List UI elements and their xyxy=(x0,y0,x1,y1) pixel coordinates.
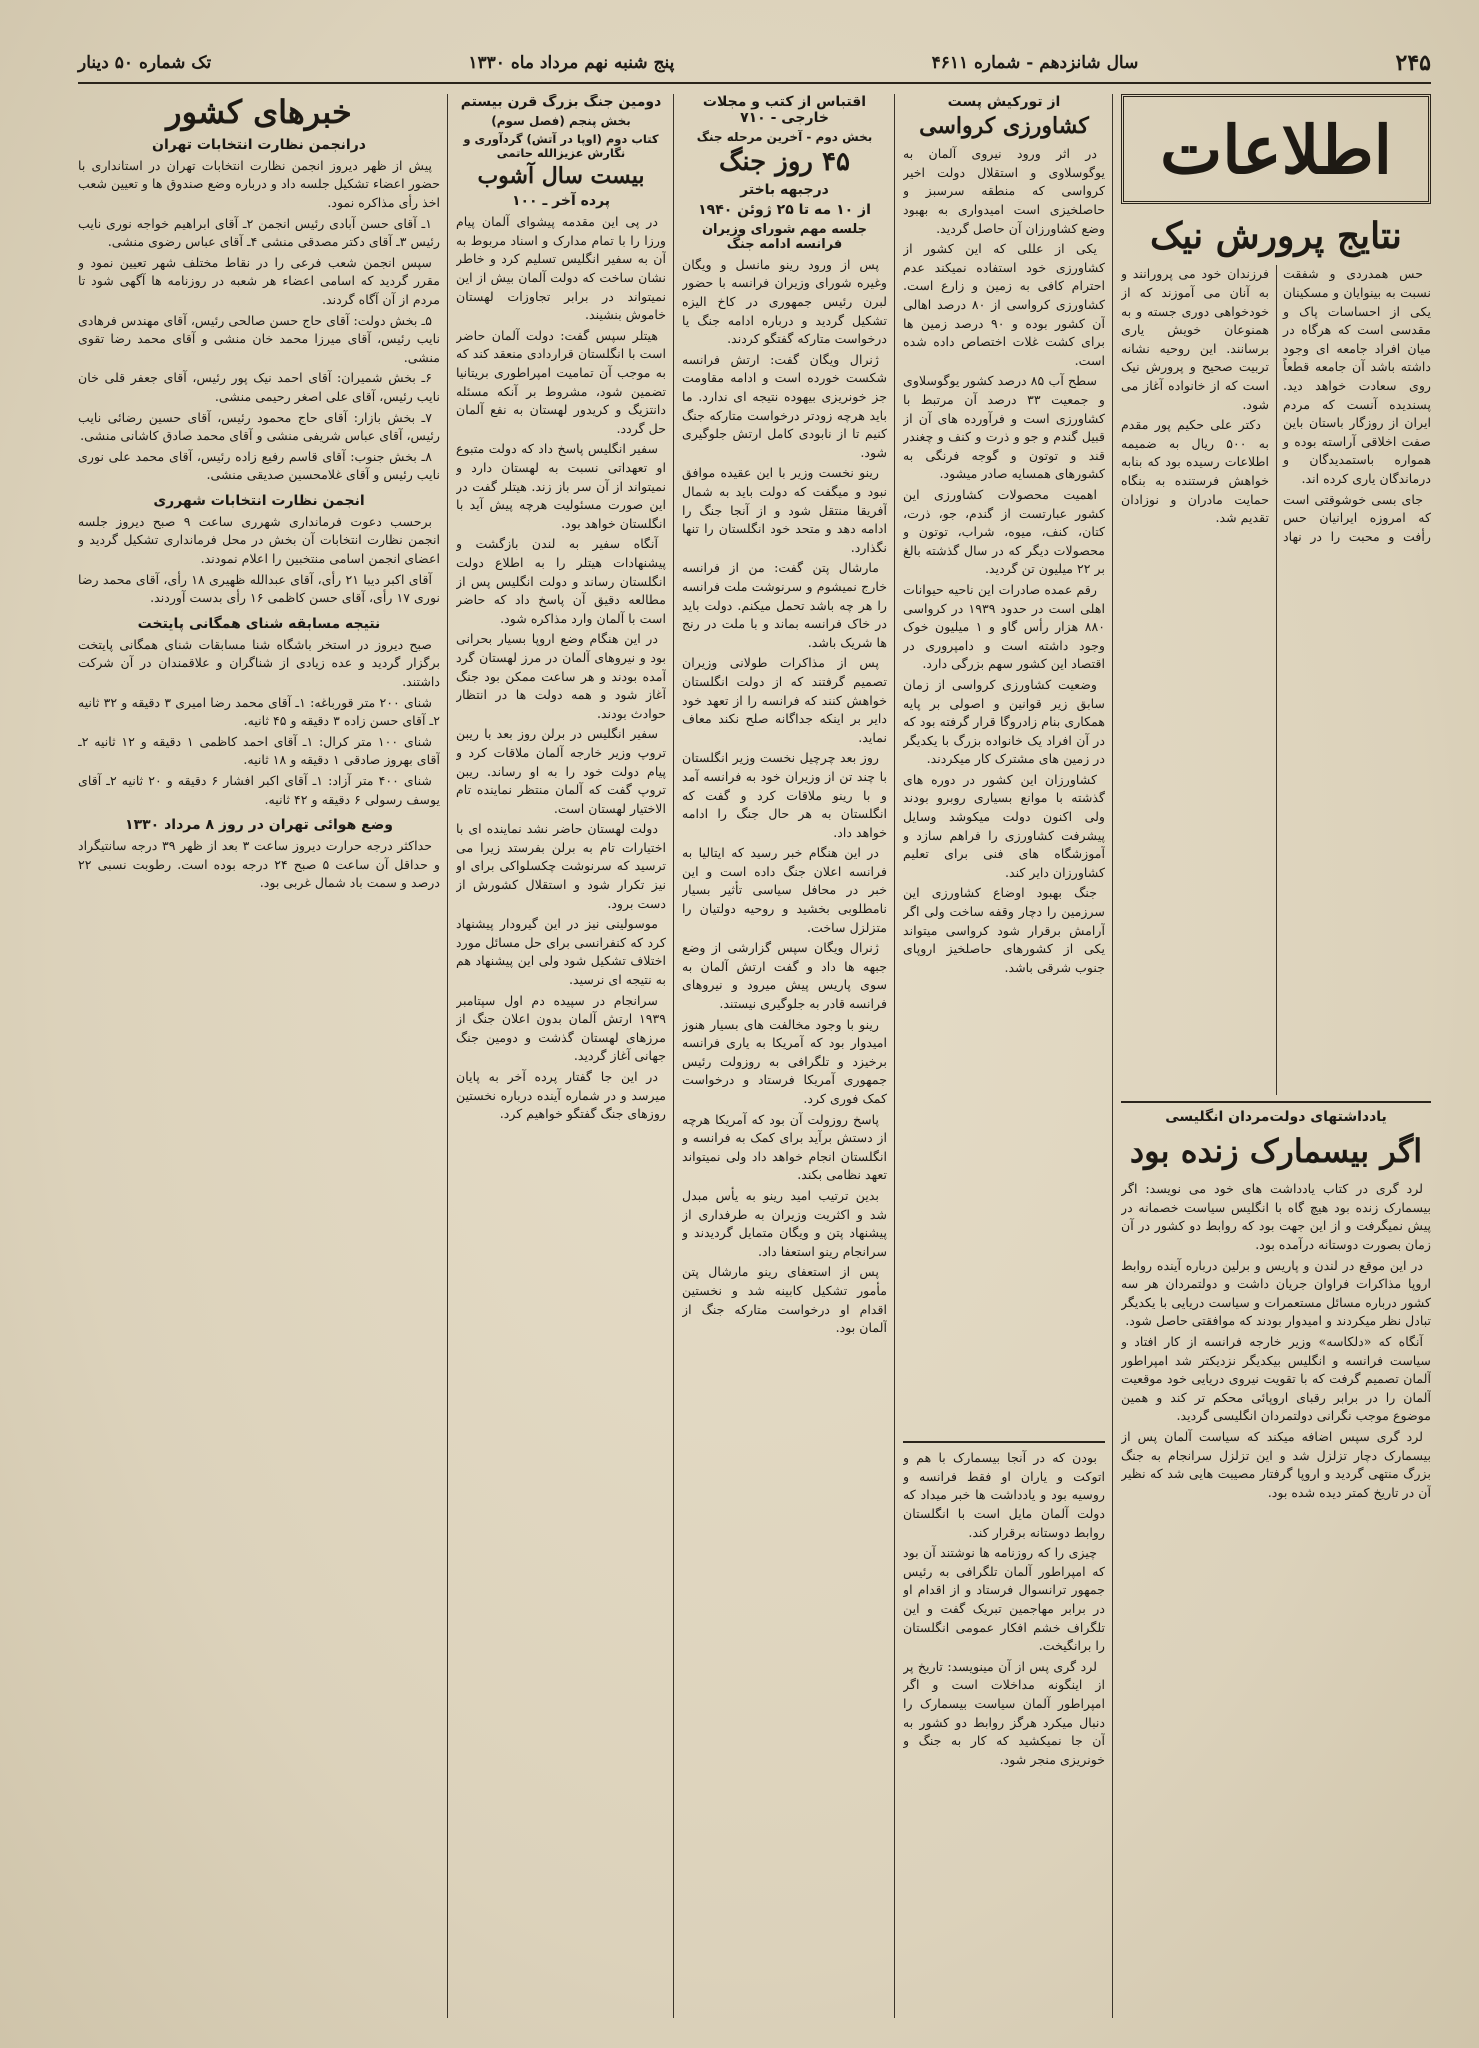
paragraph: سرانجام در سپیده دم اول سپتامبر ۱۹۳۹ ارتش آلمان بدون اعلان جنگ از مرزهای لهستان گذشت و دومین جنگ جهانی آغاز گردید. xyxy=(456,992,666,1064)
column-editorial xyxy=(1121,94,1431,2024)
divider xyxy=(1121,1101,1431,1103)
paragraph: ۸ـ بخش جنوب: آقای قاسم رفیع زاده رئیس، آقای محمد علی نوری نایب رئیس و آقای غلامحسین صدیقی منشی. xyxy=(78,448,440,483)
article-subtitle: پرده آخر ـ ۱۰۰ xyxy=(511,193,611,210)
news-heading: انجمن نظارت انتخابات شهرری xyxy=(153,492,365,509)
paragraph: لرد گری سپس اضافه میکند که سیاست آلمان پس از بیسمارک دچار تزلزل شد و این تزلزل سرانجام به جنگ بزرگ منتهی گردید و اروپا گرفتار مصیبت هایی شد که نظیر آن در تاریخ کمتر دیده شده بود. xyxy=(1121,1428,1431,1500)
paragraph: در این موقع در لندن و پاریس و برلین درباره آینده روابط اروپا مذاکرات فراوان جریان داشت و دولتمردان هر سه کشور درباره مسائل مستعمرات و سیاست دریایی با یکدیگر تبادل نظر میکردند و امیدوار بودند که موافقتی حاصل شود. xyxy=(1121,1257,1431,1329)
paragraph: روز بعد چرچیل نخست وزیر انگلستان با چند تن از وزیران خود به فرانسه آمد و با رینو ملاقات کرد و گفت که انگلستان به هر حال جنگ را ادامه خواهد داد. xyxy=(682,750,887,840)
paragraph: بدین ترتیب امید رینو به یأس مبدل شد و اکثریت وزیران به طرفداری از پیشنهاد پتن و ویگان متمایل گردیدند و سرانجام رینو استعفا داد. xyxy=(682,1187,887,1259)
news-heading: وضع هوائی تهران در روز ۸ مرداد ۱۳۳۰ xyxy=(125,817,393,834)
paragraph: ۵ـ بخش دولت: آقای حاج حسن صالحی رئیس، آقای مهندس فرهادی نایب رئیس، آقای میرزا محمد خان منشی و آقای محمد رضا تقوی منشی. xyxy=(78,312,440,365)
editorial-title: نتایج پرورش نیک xyxy=(1150,215,1402,257)
paragraph: دکتر علی حکیم پور مقدم به ۵۰۰ ریال به ضمیمه اطلاعات رسیده بود که بنابه خواهش فرستنده به بنگاه حمایت مادران و نوزادان تقدیم شد. xyxy=(1121,417,1269,526)
column-croatia xyxy=(903,94,1105,2024)
column-war-45-days xyxy=(682,94,887,2024)
article-body xyxy=(1121,1180,1431,2024)
section-title: خبرهای کشور xyxy=(166,94,352,131)
paragraph: مارشال پتن گفت: من از فرانسه خارج نمیشوم و سرنوشت ملت فرانسه را هر چه باشد تحمل میکنم. دولت باید در خاک فرانسه بماند و با ملت در رنج ها شریک باشد. xyxy=(682,560,887,650)
paragraph: پاسخ روزولت آن بود که آمریکا هرچه از دستش برآید برای کمک به فرانسه و انگلستان انجام خواهد داد ولی نمیتواند تعهد نظامی بکند. xyxy=(682,1111,887,1183)
paragraph: در این جا گفتار پرده آخر به پایان میرسد و در شماره آینده درباره نخستین روزهای جنگ گفتگو خواهیم کرد. xyxy=(456,1069,666,1122)
paragraph: اهمیت محصولات کشاورزی این کشور عبارتست از گندم، جو، ذرت، کتان، کنف، میوه، شراب، توتون و محصولات دیگر که در سال گذشته بالغ بر ۲۲ میلیون تن گردید. xyxy=(903,486,1105,577)
article-title: کشاورزی کرواسی xyxy=(919,113,1089,139)
page-number: ۲۴۵ xyxy=(1395,50,1431,76)
paragraph: سفیر انگلیس پاسخ داد که دولت متبوع او تعهداتی نسبت به لهستان دارد و نمیتواند از آن سر باز زند. هیتلر گفت در این صورت مسئولیت هرچه پیش آید با انگلستان خواهد بود. xyxy=(456,441,666,531)
paragraph: حس همدردی و شفقت نسبت به بینوایان و مسکینان یکی از احساسات پاک و مقدسی است که هرگاه در میان افراد جامعه ای وجود داشته باشد آن جامعه قطعاً روی سعادت خواهد دید. پسندیده آنست که مردم ایران از روزگار باستان باین صفت اخلاقی آراسته بوده و همواره باستمدیدگان و درماندگان یاری کرده اند. xyxy=(1283,266,1431,486)
news-body xyxy=(78,513,440,608)
paragraph: در اثر ورود نیروی آلمان به یوگوسلاوی و استقلال دولت اخیر کرواسی که منطقه سرسبز و حاصلخیزی است امیدواری به بهبود وضع کشاورزان آن حاصل گردید. xyxy=(903,146,1105,236)
paragraph: پیش از ظهر دیروز انجمن نظارت انتخابات تهران در استانداری با حضور اعضاء تشکیل جلسه داد و درباره وضع صندوق ها و تعیین شعب اخذ رأی مذاکره نمود. xyxy=(78,157,440,210)
section-heading: جلسه مهم شورای وزیران فرانسه ادامه جنگ xyxy=(701,221,868,252)
article-title: ۴۵ روز جنگ xyxy=(719,147,850,177)
page-header xyxy=(78,44,1431,84)
paragraph: پس از ورود رینو مانسل و ویگان وغیره شورای وزیران فرانسه با حضور لبرن رئیس جمهوری در کاخ الیزه تشکیل گردید و درباره ادامه جنگ یا درخواست متارکه گفتگو کردند. xyxy=(682,256,887,347)
article-kicker: یادداشتهای دولت‌مردان انگلیسی xyxy=(1165,1109,1387,1126)
article-body xyxy=(903,145,1105,1435)
paragraph: کشاورزان این کشور در دوره های گذشته با موانع بسیاری روبرو بودند ولی اکنون دولت میکوشد وسایل پیشرفت کشاورزی را فراهم سازد و آموزشگاه های فنی برای تعلیم کشاورزان دایر کند. xyxy=(903,771,1105,880)
paragraph: آقای اکبر دیبا ۲۱ رأی، آقای عبدالله ظهیری ۱۸ رأی، آقای محمد رضا نوری ۱۷ رأی، آقای حسن کاظمی ۱۶ رأی بدست آوردند. xyxy=(78,571,440,606)
column-national-news xyxy=(78,94,440,2024)
article-kicker: بخش پنجم (فصل سوم) xyxy=(491,114,631,128)
paragraph: رقم عمده صادرات این ناحیه حیوانات اهلی است در حدود ۱۹۳۹ در کرواسی ۸۸۰ هزار رأس گاو و ۱ میلیون خوک وجود داشته است و دامپروری در اقتصاد این کشور سهم بزرگی دارد. xyxy=(903,581,1105,672)
column-rule xyxy=(894,94,895,2018)
issue-price: تک شماره ۵۰ دینار xyxy=(78,53,212,73)
paragraph: پس از مذاکرات طولانی وزیران تصمیم گرفتند که از دولت انگلستان خواهش کنند که فرانسه را از تعهد خود دایر بر اینکه جداگانه صلح نکند معاف نماید. xyxy=(682,655,887,745)
paragraph: صبح دیروز در استخر باشگاه شنا مسابقات شنای همگانی پایتخت برگزار گردید و عده زیادی از شناگران و علاقمندان در آن شرکت داشتند. xyxy=(78,636,440,690)
column-rule xyxy=(673,94,674,2018)
editorial-body xyxy=(1121,265,1431,1095)
paragraph: پس از استعفای رینو مارشال پتن مأمور تشکیل کابینه شد و نخستین اقدام او درخواست متارکه جنگ از آلمان بود. xyxy=(682,1264,887,1336)
paragraph: جای بسی خوشوقتی است که امروزه ایرانیان حس رأفت و محبت را در نهاد فرزندان خود می پرورانند و به آنان می آموزند که از خودخواهی دوری جسته و به همنوعان خویش یاری برسانند. این روحیه نشانه تربیت صحیح و پرورش نیک است که از خانواده آغاز می شود. xyxy=(1121,266,1431,544)
article-title: بیست سال آشوب xyxy=(477,163,645,189)
series-pretitle: دومین جنگ بزرگ قرن بیستم xyxy=(460,94,662,110)
paragraph: دولت لهستان حاضر نشد نماینده ای با اختیارات تام به برلن بفرستد زیرا می ترسید که سرنوشت چکسلواکی برای او نیز تکرار شود و استقلال کشورش از دست برود. xyxy=(456,821,666,911)
column-rule xyxy=(447,94,448,2018)
paragraph: ۷ـ بخش بازار: آقای حاج محمود رئیس، آقای حسین رضائی نایب رئیس، آقای عباس شریفی منشی و آقای محمد صادق کاشانی منشی. xyxy=(78,409,440,444)
paragraph: رینو نخست وزیر با این عقیده موافق نبود و میگفت که دولت باید به شمال آفریقا منتقل شود و از آنجا جنگ را ادامه دهد و متحد خود انگلستان را تنها نگذارد. xyxy=(682,465,887,555)
issue-date: پنج شنبه نهم مرداد ماه ۱۳۳۰ xyxy=(468,53,675,73)
paragraph: ژنرال ویگان گفت: ارتش فرانسه شکست خورده است و ادامه مقاومت جز خونریزی بیهوده نتیجه ای ندارد. ما باید هرچه زودتر درخواست متارکه جنگ کنیم تا از نابودی کامل ارتش جلوگیری شود. xyxy=(682,351,887,460)
news-body xyxy=(78,157,440,485)
paragraph: وضعیت کشاورزی کرواسی از زمان سابق زیر قوانین و اصولی بر پایه همکاری بنام زادروگا قرار گرفته بود که در آن افراد یک خانواده بزرگ با یکدیگر در زمین های مشترک کار میکردند. xyxy=(903,676,1105,767)
article-body xyxy=(682,256,887,1976)
column-rule xyxy=(1112,94,1113,2018)
paragraph: رینو با وجود مخالفت های بسیار هنوز امیدوار بود که آمریکا به یاری فرانسه برخیزد و تلگرافی به روزولت رئیس جمهوری آمریکا فرستاد و درخواست کمک فوری کرد. xyxy=(682,1016,887,1107)
paragraph: در پی این مقدمه پیشوای آلمان پیام ورزا را با تمام مدارک و اسناد مربوط به آن به سفیر انگلیس تسلیم کرد و خاطر نشان ساخت که دولت آلمان بیش از این نمیتواند در برابر تجاوزات لهستان خاموش بنشیند. xyxy=(456,214,666,323)
article-subkicker: بخش دوم - آخرین مرحله جنگ xyxy=(696,130,873,144)
news-heading: نتیجه مسابقه شنای همگانی پایتخت xyxy=(137,615,381,632)
article-dates: از ۱۰ مه تا ۲۵ ژوئن ۱۹۴۰ xyxy=(698,201,871,218)
news-body xyxy=(78,837,440,893)
paragraph: ژنرال ویگان سپس گزارشی از وضع جبهه ها داد و گفت ارتش آلمان به سوی پاریس پیش میرود و نیروهای فرانسه قادر به جلوگیری نیستند. xyxy=(682,940,887,1012)
article-title: اگر بیسمارک زنده بود xyxy=(1129,1132,1423,1171)
article-subtitle: درجبهه باختر xyxy=(740,181,829,198)
paragraph: شنای ۴۰۰ متر آزاد: ۱ـ آقای اکبر افشار ۶ دقیقه و ۲۰ ثانیه ۲ـ آقای یوسف رسولی ۶ دقیقه و ۴۲ ثانیه. xyxy=(78,773,440,807)
paragraph: هیتلر سپس گفت: دولت آلمان حاضر است با انگلستان قراردادی منعقد کند که به موجب آن تمامیت امپراطوری بریتانیا تضمین شود، مشروط بر آنکه مسئله دانتزیگ و کریدور لهستان به نفع آلمان حل گردد. xyxy=(456,327,666,436)
article-kicker: از تورکیش پست xyxy=(947,94,1061,110)
paragraph: سطح آب ۸۵ درصد کشور یوگوسلاوی و جمعیت ۳۳ درصد آن مرتبط با کشاورزی است و فرآورده های آن از قبیل گندم و جو و ذرت و کنف و چغندر قند و توتون و گوجه فرنگی به کشورهای همسایه صادر میشود. xyxy=(903,373,1105,482)
paragraph: شنای ۲۰۰ متر قورباغه: ۱ـ آقای محمد رضا امیری ۳ دقیقه و ۳۲ ثانیه ۲ـ آقای حسن زاده ۳ دقیقه و ۴۵ ثانیه. xyxy=(78,694,440,729)
paragraph: بودن که در آنجا بیسمارک با هم و اتوکت و یاران او فقط فرانسه و روسیه بود و یادداشت ها خبر میداد که دولت آلمان مایل است با انگلستان روابط دوستانه برقرار کند. xyxy=(903,1450,1105,1540)
paragraph: حداکثر درجه حرارت دیروز ساعت ۳ بعد از ظهر ۳۹ درجه سانتیگراد و حداقل آن ساعت ۵ صبح ۲۴ درجه بوده است. رطوبت نسبی ۲۲ درصد و سمت باد شمال غربی بود. xyxy=(78,838,440,891)
paragraph: سپس انجمن شعب فرعی را در نقاط مختلف شهر تعیین نمود و مقرر گردید که اسامی اعضاء هر شعبه در روزنامه ها آگهی شود تا مردم از آن آگاه گردند. xyxy=(78,254,440,307)
series-kicker: اقتباس از کتب و مجلات خارجی - ۷۱۰ xyxy=(702,94,867,126)
paragraph: در این هنگام خبر رسید که ایتالیا به فرانسه اعلان جنگ داده است و این خبر در محافل سیاسی تأثیر بسیار نامطلوبی بخشید و روحیه دولتیان را متزلزل ساخت. xyxy=(682,845,887,935)
column-twenty-years xyxy=(456,94,666,2024)
continued-body xyxy=(903,1449,1105,2024)
paragraph: چیزی را که روزنامه ها نوشتند آن بود که امپراطور آلمان تلگرافی به رئیس جمهور ترانسوال فرستاد و از اقدام او در برابر مهاجمین تبریک گفت و این تلگراف خشم افکار عمومی انگلستان را برانگیخت. xyxy=(903,1545,1105,1654)
issue-number: سال شانزدهم - شماره ۴۶۱۱ xyxy=(931,53,1139,73)
news-heading: درانجمن نظارت انتخابات تهران xyxy=(152,136,366,153)
paragraph: شنای ۱۰۰ متر کرال: ۱ـ آقای احمد کاظمی ۱ دقیقه و ۱۲ ثانیه ۲ـ آقای بهروز صادقی ۱ دقیقه و ۱۸ ثانیه. xyxy=(78,733,440,768)
paragraph: برحسب دعوت فرمانداری شهرری ساعت ۹ صبح دیروز جلسه انجمن نظارت انتخابات آن بخش در محل فرمانداری تشکیل گردید و اعضای انجمن اسامی منتخبین را اعلام نمودند. xyxy=(78,513,440,567)
paragraph: لرد گری پس از آن مینویسد: تاریخ پر از اینگونه مداخلات است و اگر امپراطور آلمان سیاست بیسمارک را دنبال میکرد هرگز روابط دو کشور به آن جا نمیکشید که کار به جنگ و خونریزی منجر شود. xyxy=(903,1658,1105,1767)
paragraph: ۱ـ آقای حسن آبادی رئیس انجمن ۲ـ آقای ابراهیم خواجه نوری نایب رئیس ۳ـ آقای دکتر مصدقی منشی ۴ـ آقای عباس رضوی منشی. xyxy=(78,215,440,250)
masthead: اطلاعات xyxy=(1121,94,1431,204)
paragraph: جنگ بهبود اوضاع کشاورزی این سرزمین را دچار وقفه ساخت ولی اگر آرامش برقرار شود کرواسی میتواند یکی از کشورهای حاصلخیز اروپای جنوب شرقی باشد. xyxy=(903,885,1105,975)
paragraph: سفیر انگلیس در برلن روز بعد با ریبن تروپ وزیر خارجه آلمان ملاقات کرد و پیام دولت خود را به او رساند. ریبن تروپ گفت که آلمان منتظر نماینده تام الاختیار لهستان است. xyxy=(456,726,666,816)
paragraph: آنگاه که «دلکاسه» وزیر خارجه فرانسه از کار افتاد و سیاست فرانسه و انگلیس بیکدیگر نزدیکتر شد امپراطور آلمان تصمیم گرفت که با تقویت نیروی دریایی خود موقعیت آلمان را در برابر رقبای اروپائی محکم تر کند و همین موضوع موجب نگرانی دولتمردان انگلیسی گردید. xyxy=(1121,1333,1431,1424)
article-body xyxy=(456,213,666,1973)
paragraph: آنگاه سفیر به لندن بازگشت و پیشنهادات هیتلر را به اطلاع دولت انگلستان رساند و دولت انگلیس پس از مطالعه دقیق آن پاسخ داد که حاضر است با آلمان وارد مذاکره شود. xyxy=(456,536,666,626)
paragraph: موسولینی نیز در این گیرودار پیشنهاد کرد که کنفرانسی برای حل مسائل مورد اختلاف تشکیل شود ولی این پیشنهاد هم به نتیجه ای نرسید. xyxy=(456,916,666,988)
news-body xyxy=(78,636,440,809)
divider xyxy=(903,1441,1105,1443)
article-byline: کتاب دوم (اوپا در آتش) گردآوری و نگارش عزیزالله حاتمی xyxy=(463,132,659,160)
paragraph: ۶ـ بخش شمیران: آقای احمد نیک پور رئیس، آقای جعفر قلی خان نایب رئیس، آقای علی اصغر رحیمی منشی. xyxy=(78,370,440,404)
paragraph: در این هنگام وضع اروپا بسیار بحرانی بود و نیروهای آلمان در مرز لهستان گرد آمده بودند و هر ساعت ممکن بود جنگ آغاز شود و همه دولت ها در انتظار حوادث بودند. xyxy=(456,631,666,721)
paragraph: یکی از عللی که این کشور از کشاورزی خود استفاده نمیکند عدم احترام کافی به زمین و زارع است. کشاورزی کرواسی از ۸۰ درصد اهالی آن کشور بوده و ۹۰ درصد زمین ها برای کشت غلات اختصاص داده شده است. xyxy=(903,241,1105,368)
paragraph: لرد گری در کتاب یادداشت های خود می نویسد: اگر بیسمارک زنده بود هیچ گاه با انگلیس سیاست خصمانه در پیش نمیگرفت و از این جهت بود که روابط دو کشور در آن زمان بصورت دوستانه درآمده بود. xyxy=(1121,1181,1431,1252)
